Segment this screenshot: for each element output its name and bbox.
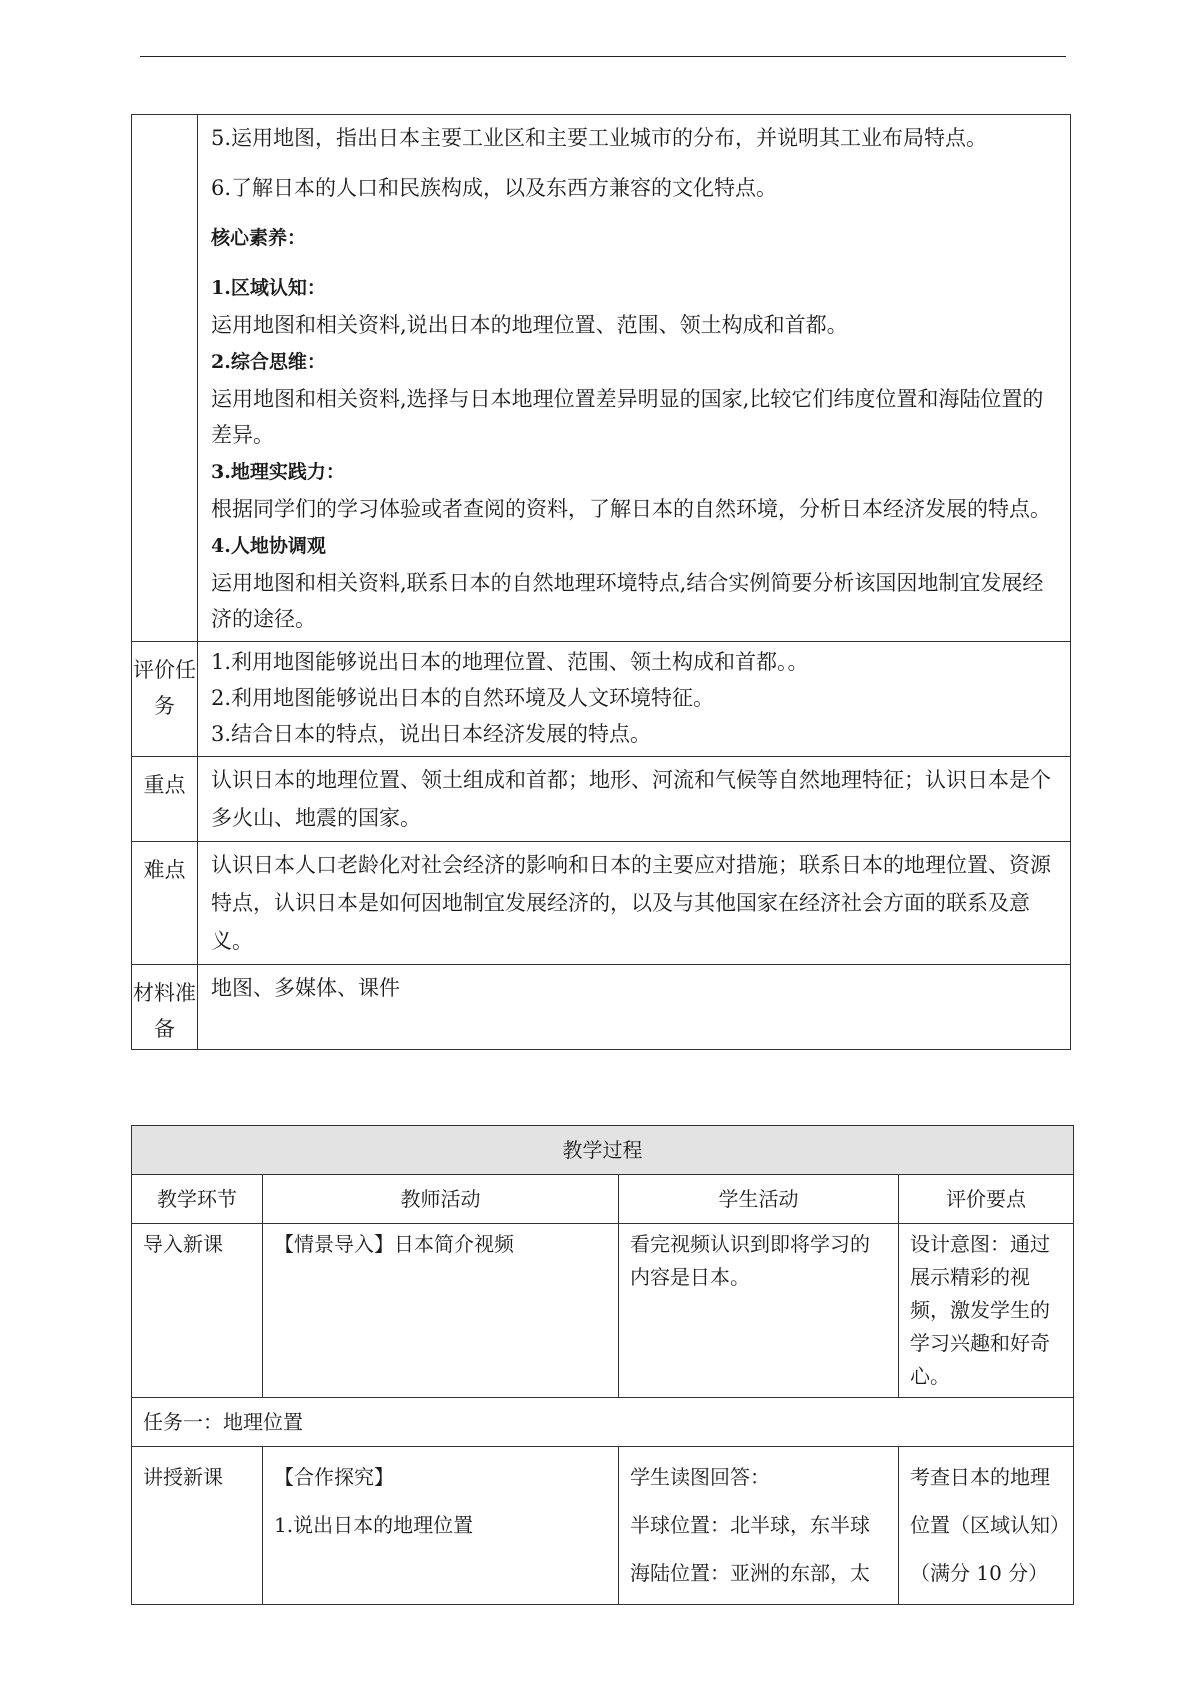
lesson-evaluation [899,1447,1074,1605]
materials-text: 地图、多媒体、课件 [211,976,400,1000]
competency-text-3: 根据同学们的学习体验或者查阅的资料，了解日本的自然环境，分析日本经济发展的特点。 [211,497,1051,521]
evaluation-cell [198,642,1071,757]
objectives-label-cell [132,115,198,642]
competency-heading-3: 3.地理实践力： [211,461,345,483]
difficulties-row [132,842,1071,965]
process-header-row [132,1175,1074,1224]
lesson-eval-line-3: （满分 10 分） [910,1561,1049,1585]
task1-label: 任务一：地理位置 [132,1398,1074,1447]
evaluation-item-2: 2.利用地图能够说出日本的自然环境及人文环境特征。 [211,686,715,710]
lesson-teacher-line-1: 【合作探究】 [274,1465,394,1489]
header-stage: 教学环节 [132,1175,263,1224]
core-competency-title: 核心素养： [211,227,307,249]
evaluation-item-1: 1.利用地图能够说出日本的地理位置、范围、领土构成和首都。。 [211,650,809,674]
materials-row [132,965,1071,1050]
lesson-student-line-1: 学生读图回答： [630,1465,770,1489]
intro-row [132,1224,1074,1398]
teaching-process-table [131,1125,1074,1605]
intro-student: 看完视频认识到即将学习的内容是日本。 [619,1224,899,1398]
difficulties-cell [198,842,1071,965]
competency-text-1: 运用地图和相关资料,说出日本的地理位置、范围、领土构成和首都。 [211,313,848,337]
intro-stage: 导入新课 [132,1224,263,1398]
difficulties-label: 难点 [132,842,198,965]
evaluation-item-3: 3.结合日本的特点，说出日本经济发展的特点。 [211,722,652,746]
header-rule [140,56,1066,57]
materials-label: 材料准备 [132,965,198,1050]
lesson-student [619,1447,899,1605]
intro-teacher: 【情景导入】日本简介视频 [263,1224,619,1398]
key-points-text: 认识日本的地理位置、领土组成和首都；地形、河流和气候等自然地理特征；认识日本是个多火山、地震的国家。 [211,768,1051,830]
lesson-row [132,1447,1074,1605]
evaluation-label: 评价任务 [132,642,198,757]
lesson-eval-line-1: 考查日本的地理 [910,1465,1050,1489]
competency-text-2: 运用地图和相关资料,选择与日本地理位置差异明显的国家,比较它们纬度位置和海陆位置的差异。 [211,387,1044,447]
competency-heading-1: 1.区域认知： [211,277,326,299]
evaluation-row [132,642,1071,757]
objectives-row [132,115,1071,642]
process-title: 教学过程 [132,1126,1074,1175]
difficulties-text: 认识日本人口老龄化对社会经济的影响和日本的主要应对措施；联系日本的地理位置、资源特点，认识日本是如何因地制宜发展经济的，以及与其他国家在经济社会方面的联系及意义。 [211,853,1051,953]
lesson-stage: 讲授新课 [132,1447,263,1605]
lesson-student-line-2: 半球位置：北半球，东半球 [630,1513,870,1537]
lesson-plan-table [131,114,1071,1050]
header-student: 学生活动 [619,1175,899,1224]
objective-6: 6.了解日本的人口和民族构成，以及东西方兼容的文化特点。 [211,176,778,200]
lesson-teacher-line-2: 1.说出日本的地理位置 [274,1513,474,1537]
process-title-row [132,1126,1074,1175]
lesson-student-line-3: 海陆位置：亚洲的东部，太 [630,1561,870,1585]
header-evaluation: 评价要点 [899,1175,1074,1224]
materials-cell [198,965,1071,1050]
objective-5: 5.运用地图，指出日本主要工业区和主要工业城市的分布，并说明其工业布局特点。 [211,126,988,150]
key-points-row [132,757,1071,842]
task1-row [132,1398,1074,1447]
intro-evaluation: 设计意图：通过展示精彩的视频，激发学生的学习兴趣和好奇心。 [899,1224,1074,1398]
competency-heading-2: 2.综合思维： [211,351,326,373]
lesson-teacher [263,1447,619,1605]
key-points-label: 重点 [132,757,198,842]
competency-heading-4: 4.人地协调观 [211,535,326,557]
key-points-cell [198,757,1071,842]
competency-text-4: 运用地图和相关资料,联系日本的自然地理环境特点,结合实例简要分析该国因地制宜发展经济的途径。 [211,571,1044,631]
lesson-eval-line-2: 位置（区域认知） [910,1513,1070,1537]
objectives-cell [198,115,1071,642]
header-teacher: 教师活动 [263,1175,619,1224]
